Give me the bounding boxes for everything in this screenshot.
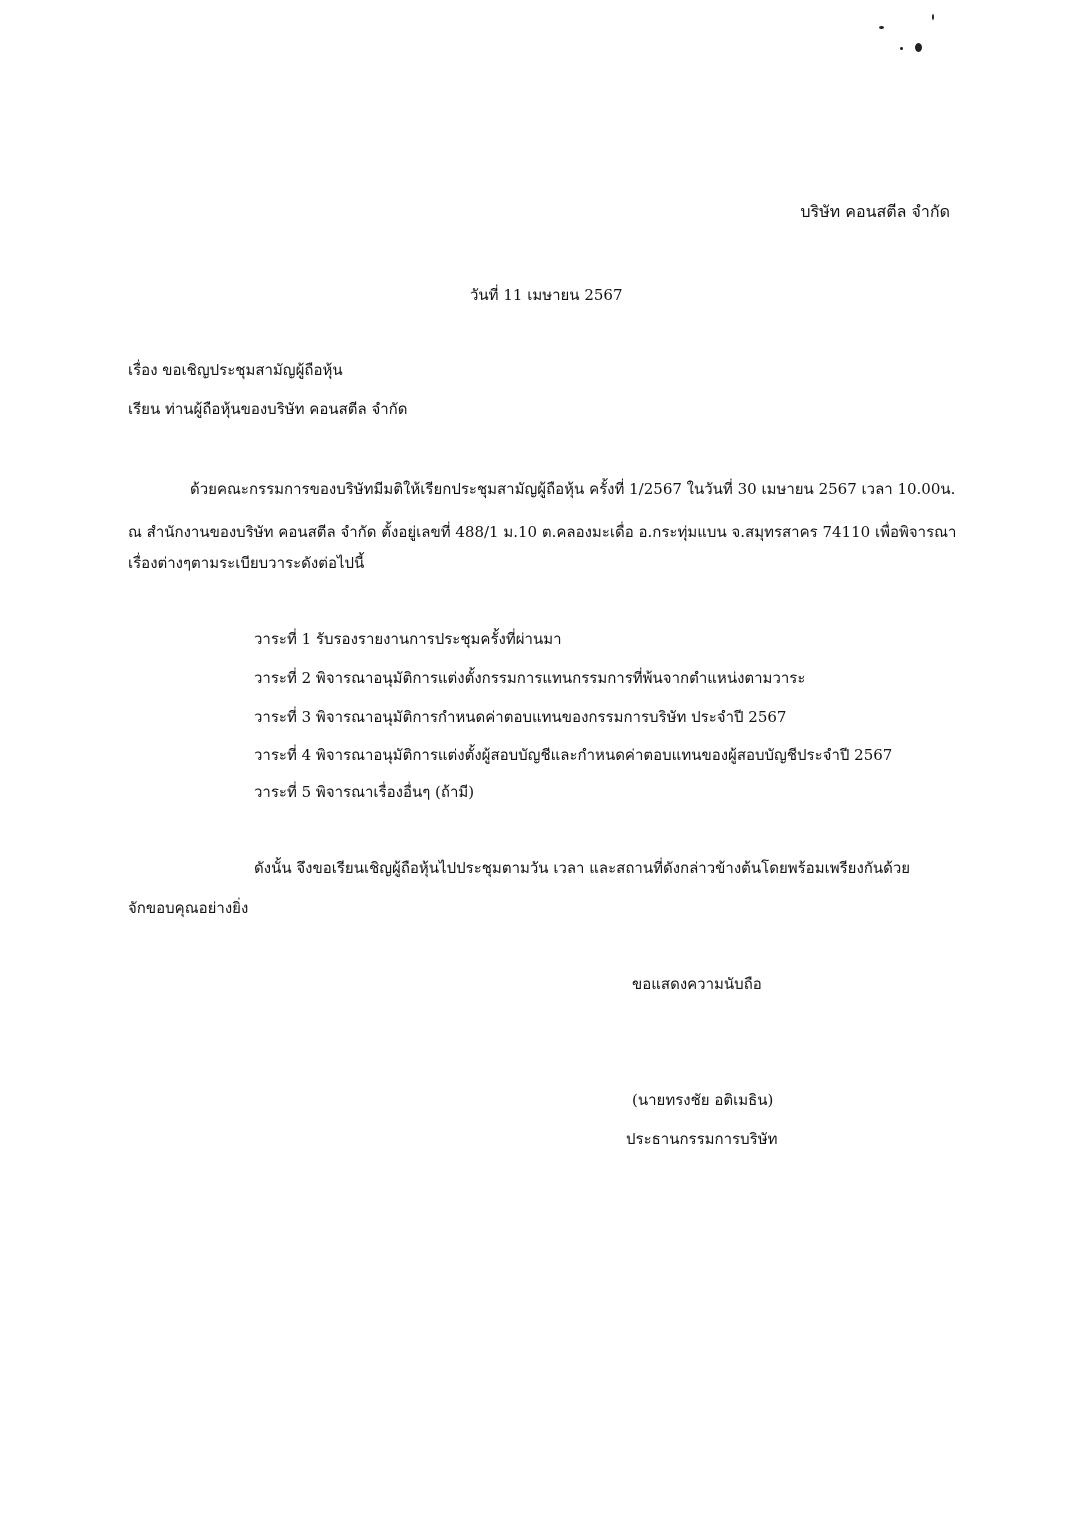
regards: ขอแสดงความนับถือ xyxy=(632,975,762,993)
scan-speck xyxy=(879,26,884,29)
scan-speck xyxy=(932,14,934,20)
company-name: บริษัท คอนสตีล จำกัด xyxy=(800,202,950,221)
letter-subject: เรื่อง ขอเชิญประชุมสามัญผู้ถือหุ้น xyxy=(128,361,343,379)
agenda-item-1: วาระที่ 1 รับรองรายงานการประชุมครั้งที่ผ่านมา xyxy=(254,630,562,648)
agenda-item-3: วาระที่ 3 พิจารณาอนุมัติการกำหนดค่าตอบแทนของกรรมการบริษัท ประจำปี 2567 xyxy=(254,708,787,726)
body-line-3: เรื่องต่างๆตามระเบียบวาระดังต่อไปนี้ xyxy=(128,554,365,572)
closing-line-2: จักขอบคุณอย่างยิ่ง xyxy=(128,899,249,917)
body-line-2: ณ สำนักงานของบริษัท คอนสตีล จำกัด ตั้งอยู่เลขที่ 488/1 ม.10 ต.คลองมะเดื่อ อ.กระทุ่มแบน จ.สมุทรสาคร 74110 เพื่อพิจารณา xyxy=(128,523,957,541)
agenda-item-4: วาระที่ 4 พิจารณาอนุมัติการแต่งตั้งผู้สอบบัญชีและกำหนดค่าตอบแทนของผู้สอบบัญชีประจำปี 2567 xyxy=(254,746,893,764)
signer-position: ประธานกรรมการบริษัท xyxy=(626,1130,778,1148)
letter-salutation: เรียน ท่านผู้ถือหุ้นของบริษัท คอนสตีล จำกัด xyxy=(128,400,408,418)
scan-speck xyxy=(900,47,903,50)
letter-date: วันที่ 11 เมษายน 2567 xyxy=(470,286,623,304)
signer-name: (นายทรงชัย อติเมธิน) xyxy=(632,1091,774,1109)
body-line-1: ด้วยคณะกรรมการของบริษัทมีมติให้เรียกประชุมสามัญผู้ถือหุ้น ครั้งที่ 1/2567 ในวันที่ 30 เมษายน 2567 เวลา 10.00น. xyxy=(190,480,956,498)
scan-speck xyxy=(915,43,922,52)
agenda-item-2: วาระที่ 2 พิจารณาอนุมัติการแต่งตั้งกรรมการแทนกรรมการที่พ้นจากตำแหน่งตามวาระ xyxy=(254,669,806,687)
closing-line-1: ดังนั้น จึงขอเรียนเชิญผู้ถือหุ้นไปประชุมตามวัน เวลา และสถานที่ดังกล่าวข้างต้นโดยพร้อมเพรียงกันด้วย xyxy=(254,859,911,877)
agenda-item-5: วาระที่ 5 พิจารณาเรื่องอื่นๆ (ถ้ามี) xyxy=(254,783,475,801)
